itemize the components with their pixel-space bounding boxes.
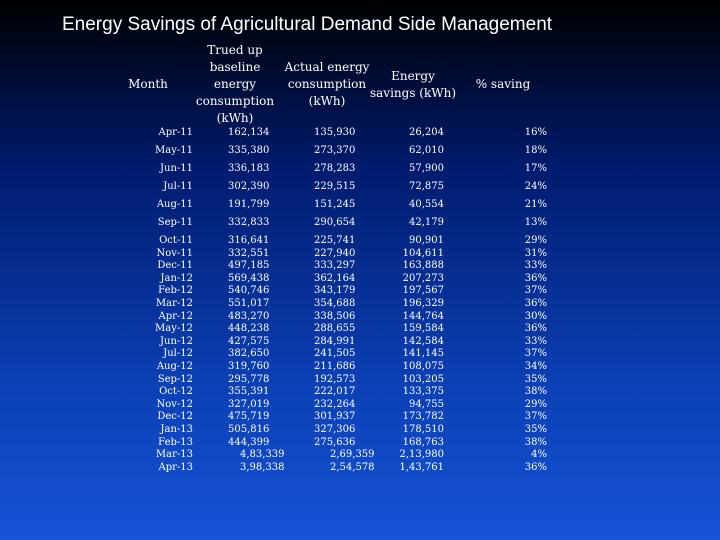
table-row	[0, 298, 720, 311]
cell-pct: 36%	[524, 323, 547, 335]
table-row	[0, 248, 720, 261]
cell-actual: 273,370	[314, 145, 356, 156]
cell-pct: 4%	[531, 449, 547, 461]
table-row	[0, 424, 720, 437]
cell-savings: 141,145	[402, 348, 444, 360]
cell-pct: 21%	[524, 199, 547, 210]
cell-actual: 192,573	[314, 373, 356, 385]
cell-pct: 16%	[524, 127, 547, 138]
cell-savings: 159,584	[402, 323, 444, 335]
cell-savings: 103,205	[402, 373, 444, 385]
table-row	[0, 411, 720, 424]
table-row	[0, 127, 720, 145]
table-row	[0, 336, 720, 349]
cell-month: Jun-11	[160, 163, 193, 174]
cell-pct: 33%	[524, 260, 547, 272]
table-row	[0, 437, 720, 450]
cell-baseline: 332,833	[228, 217, 270, 228]
cell-month: May-11	[155, 145, 193, 156]
cell-actual: 211,686	[314, 360, 356, 372]
cell-savings: 1,43,761	[399, 461, 444, 473]
cell-savings: 142,584	[402, 335, 444, 347]
cell-month: Aug-12	[156, 360, 193, 372]
cell-actual: 288,655	[314, 323, 356, 335]
cell-baseline: 427,575	[228, 335, 270, 347]
cell-actual: 362,164	[314, 272, 356, 284]
cell-baseline: 319,760	[228, 360, 270, 372]
cell-month: Feb-12	[158, 285, 193, 297]
cell-actual: 301,937	[314, 411, 356, 423]
cell-month: Oct-12	[159, 386, 193, 398]
cell-actual: 222,017	[314, 386, 356, 398]
cell-actual: 290,654	[314, 217, 356, 228]
cell-month: Jul-11	[163, 181, 193, 192]
cell-month: Jun-12	[160, 335, 193, 347]
cell-month: Apr-12	[158, 310, 193, 322]
cell-baseline: 475,719	[228, 411, 270, 423]
cell-actual: 227,940	[314, 247, 356, 259]
header-savings: Energy savings (kWh)	[369, 69, 456, 100]
cell-month: Jan-13	[160, 423, 193, 435]
cell-savings: 207,273	[402, 272, 444, 284]
cell-month: Mar-13	[155, 449, 193, 461]
cell-actual: 2,69,359	[330, 449, 375, 461]
cell-pct: 29%	[524, 398, 547, 410]
cell-baseline: 327,019	[228, 398, 270, 410]
table-row	[0, 260, 720, 273]
table-row	[0, 348, 720, 361]
cell-baseline: 295,778	[228, 373, 270, 385]
cell-pct: 18%	[524, 145, 547, 156]
cell-month: May-12	[155, 323, 193, 335]
table-row	[0, 145, 720, 163]
cell-pct: 24%	[524, 181, 547, 192]
table-row	[0, 217, 720, 235]
cell-savings: 57,900	[409, 163, 444, 174]
cell-actual: 333,297	[314, 260, 356, 272]
table-row	[0, 273, 720, 286]
cell-savings: 72,875	[409, 181, 444, 192]
header-baseline: Trued up baseline energy consumption (kWh)	[195, 43, 275, 125]
table-row	[0, 199, 720, 217]
cell-baseline: 551,017	[228, 297, 270, 309]
cell-actual: 354,688	[314, 297, 356, 309]
cell-savings: 90,901	[409, 235, 444, 246]
cell-month: Dec-12	[157, 411, 193, 423]
table-row	[0, 374, 720, 387]
table-row	[0, 163, 720, 181]
data-table	[0, 127, 720, 474]
cell-baseline: 540,746	[228, 285, 270, 297]
cell-month: Apr-13	[158, 461, 193, 473]
cell-month: Jul-12	[163, 348, 193, 360]
cell-baseline: 569,438	[228, 272, 270, 284]
cell-pct: 30%	[524, 310, 547, 322]
cell-savings: 94,755	[409, 398, 444, 410]
cell-savings: 62,010	[409, 145, 444, 156]
cell-savings: 144,764	[402, 310, 444, 322]
cell-savings: 108,075	[402, 360, 444, 372]
slide-title: Energy Savings of Agricultural Demand Side Management	[62, 14, 553, 35]
cell-actual: 151,245	[314, 199, 356, 210]
cell-month: Aug-11	[156, 199, 193, 210]
table-row	[0, 399, 720, 412]
cell-month: Jan-12	[160, 272, 193, 284]
cell-savings: 168,763	[402, 436, 444, 448]
cell-baseline: 444,399	[228, 436, 270, 448]
table-row	[0, 361, 720, 374]
cell-actual: 232,264	[314, 398, 356, 410]
cell-month: Sep-12	[157, 373, 193, 385]
cell-month: Sep-11	[157, 217, 193, 228]
cell-pct: 36%	[524, 461, 547, 473]
header-actual: Actual energy consumption (kWh)	[284, 60, 370, 108]
cell-month: Dec-11	[157, 260, 193, 272]
cell-actual: 2,54,578	[330, 461, 375, 473]
table-row	[0, 285, 720, 298]
cell-savings: 104,611	[402, 247, 444, 259]
cell-pct: 35%	[524, 423, 547, 435]
header-month: Month	[128, 77, 168, 91]
table-row	[0, 311, 720, 324]
cell-baseline: 505,816	[228, 423, 270, 435]
header-pct: % saving	[475, 77, 531, 91]
cell-pct: 33%	[524, 335, 547, 347]
cell-pct: 35%	[524, 373, 547, 385]
cell-baseline: 483,270	[228, 310, 270, 322]
cell-pct: 17%	[524, 163, 547, 174]
table-row	[0, 449, 720, 462]
cell-savings: 2,13,980	[399, 449, 444, 461]
cell-savings: 178,510	[402, 423, 444, 435]
cell-pct: 37%	[524, 348, 547, 360]
cell-savings: 133,375	[402, 386, 444, 398]
cell-baseline: 4,83,339	[240, 449, 285, 461]
cell-actual: 225,741	[314, 235, 356, 246]
cell-month: Mar-12	[155, 297, 193, 309]
table-row	[0, 181, 720, 199]
table-row	[0, 386, 720, 399]
cell-pct: 31%	[524, 247, 547, 259]
cell-month: Feb-13	[158, 436, 193, 448]
cell-savings: 40,554	[409, 199, 444, 210]
cell-actual: 229,515	[314, 181, 356, 192]
cell-month: Oct-11	[159, 235, 193, 246]
cell-pct: 36%	[524, 272, 547, 284]
cell-baseline: 336,183	[228, 163, 270, 174]
cell-pct: 36%	[524, 297, 547, 309]
cell-pct: 38%	[524, 386, 547, 398]
cell-savings: 196,329	[402, 297, 444, 309]
cell-actual: 284,991	[314, 335, 356, 347]
cell-baseline: 316,641	[228, 235, 270, 246]
cell-savings: 163,888	[402, 260, 444, 272]
cell-pct: 38%	[524, 436, 547, 448]
cell-baseline: 302,390	[228, 181, 270, 192]
table-row	[0, 462, 720, 475]
cell-actual: 327,306	[314, 423, 356, 435]
cell-actual: 278,283	[314, 163, 356, 174]
cell-savings: 173,782	[402, 411, 444, 423]
cell-actual: 241,505	[314, 348, 356, 360]
cell-month: Nov-11	[156, 247, 193, 259]
cell-baseline: 3,98,338	[240, 461, 285, 473]
cell-baseline: 162,134	[228, 127, 270, 138]
cell-actual: 343,179	[314, 285, 356, 297]
cell-actual: 338,506	[314, 310, 356, 322]
cell-pct: 34%	[524, 360, 547, 372]
cell-baseline: 382,650	[228, 348, 270, 360]
cell-baseline: 448,238	[228, 323, 270, 335]
cell-baseline: 332,551	[228, 247, 270, 259]
cell-pct: 13%	[524, 217, 547, 228]
cell-savings: 197,567	[402, 285, 444, 297]
cell-baseline: 497,185	[228, 260, 270, 272]
table-row	[0, 323, 720, 336]
cell-pct: 37%	[524, 285, 547, 297]
cell-baseline: 355,391	[228, 386, 270, 398]
table-row	[0, 235, 720, 248]
cell-savings: 42,179	[409, 217, 444, 228]
cell-month: Apr-11	[158, 127, 193, 138]
cell-baseline: 191,799	[228, 199, 270, 210]
cell-baseline: 335,380	[228, 145, 270, 156]
cell-savings: 26,204	[409, 127, 444, 138]
cell-actual: 135,930	[314, 127, 356, 138]
cell-pct: 29%	[524, 235, 547, 246]
cell-month: Nov-12	[156, 398, 193, 410]
cell-pct: 37%	[524, 411, 547, 423]
cell-actual: 275,636	[314, 436, 356, 448]
